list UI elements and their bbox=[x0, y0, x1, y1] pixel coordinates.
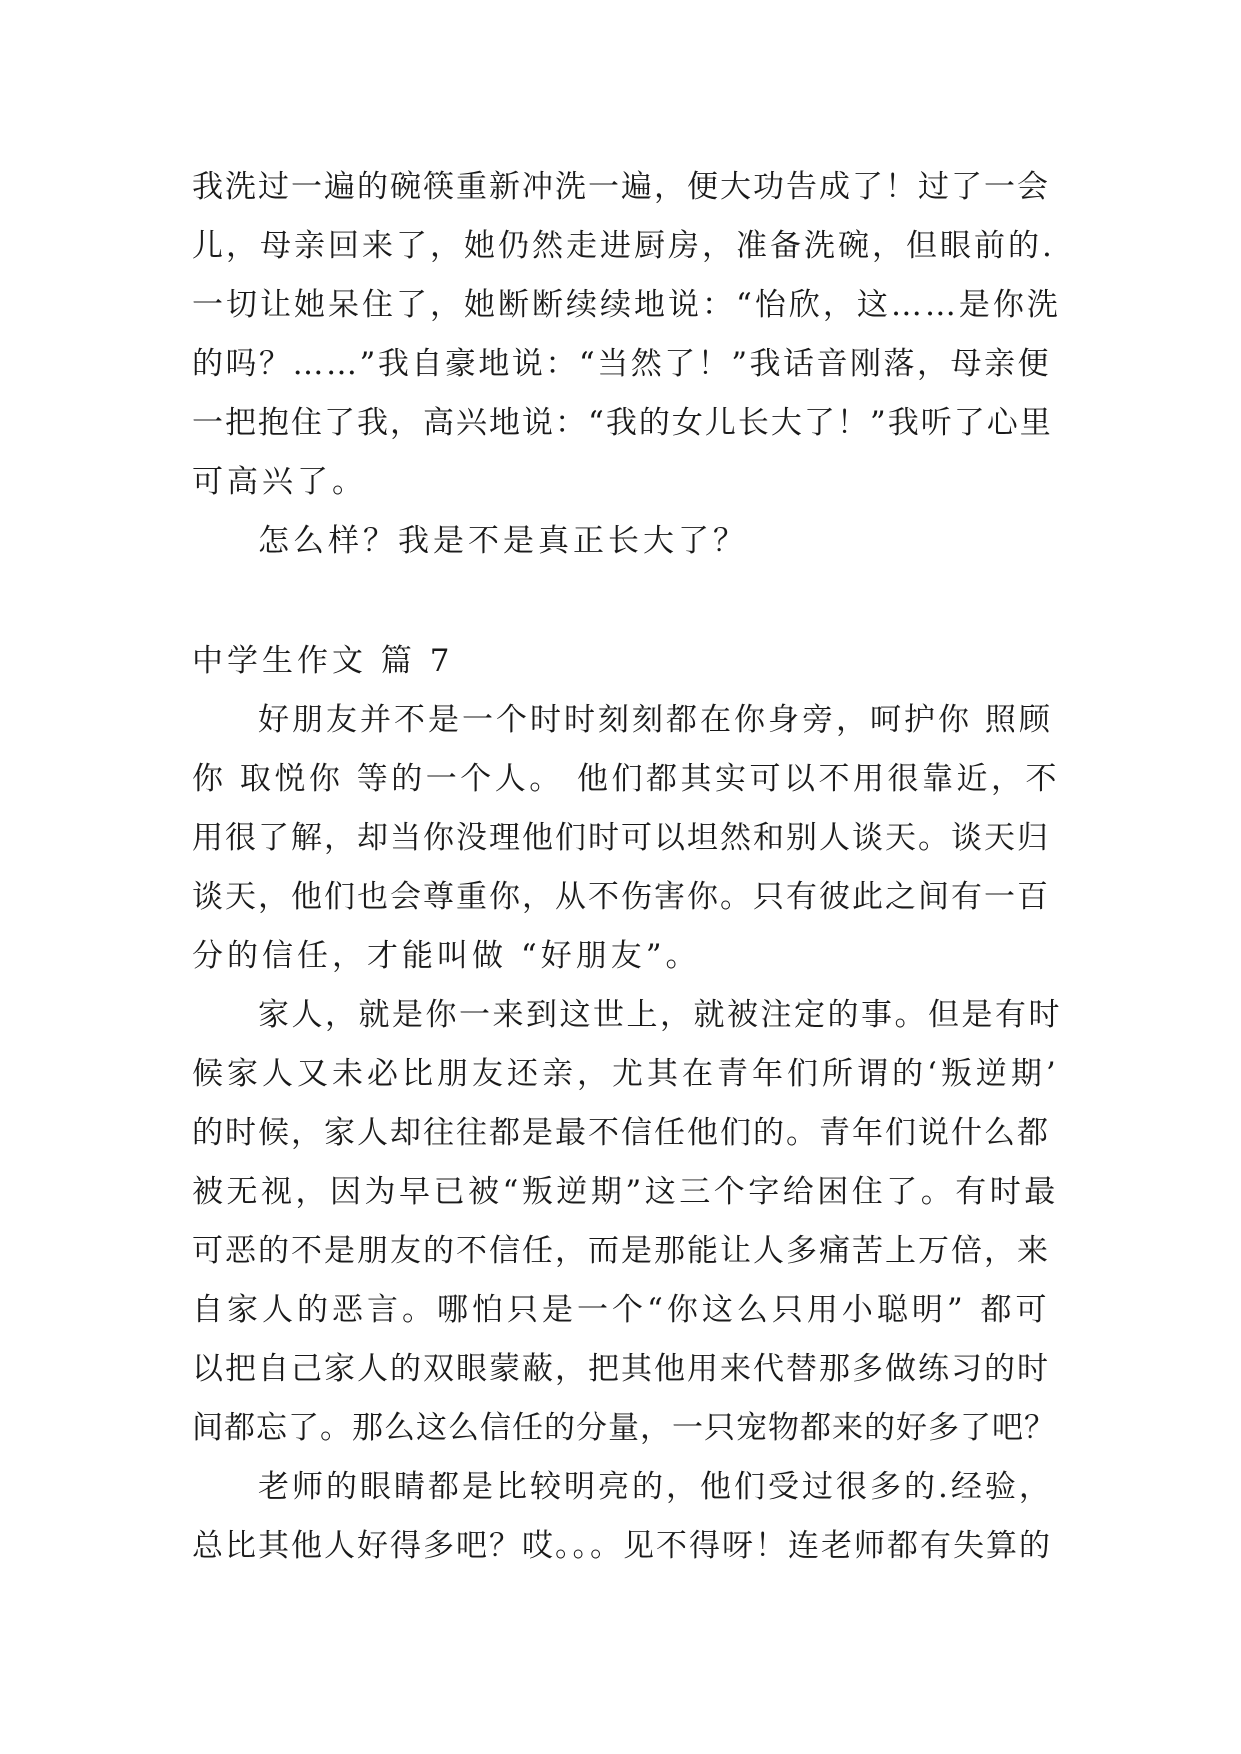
text-line: 用很了解，却当你没理他们时可以坦然和别人谈天。谈天归 bbox=[192, 820, 1050, 856]
text-line: 我洗过一遍的碗筷重新冲洗一遍，便大功告成了！过了一会 bbox=[192, 169, 1050, 205]
text-line: 儿，母亲回来了，她仍然走进厨房，准备洗碗，但眼前的. bbox=[192, 228, 1055, 264]
intro-paragraph bbox=[192, 158, 1062, 512]
text-line: 被无视，因为早已被“叛逆期”这三个字给困住了。有时最 bbox=[192, 1174, 1059, 1210]
text-line: 总比其他人好得多吧？哎。。。见不得呀！连老师都有失算的 bbox=[192, 1528, 1052, 1564]
text-line: 自家人的恶言。哪怕只是一个“你这么只用小聪明” 都可 bbox=[192, 1292, 1051, 1328]
text-line: 家人，就是你一来到这世上，就被注定的事。但是有时 bbox=[258, 997, 1062, 1033]
text-line: 一把抱住了我，高兴地说：“我的女儿长大了！”我听了心里 bbox=[192, 405, 1053, 441]
paragraph-family bbox=[192, 986, 1062, 1458]
paragraph-friends bbox=[192, 691, 1062, 986]
paragraph-teachers bbox=[192, 1458, 1062, 1576]
text-line: 你 取悦你 等的一个人。 他们都其实可以不用很靠近，不 bbox=[192, 761, 1061, 797]
text-line: 候家人又未必比朋友还亲，尤其在青年们所谓的‘叛逆期’ bbox=[192, 1056, 1060, 1092]
text-line: 分的信任，才能叫做 “好朋友”。 bbox=[192, 938, 701, 974]
text-line: 好朋友并不是一个时时刻刻都在你身旁，呵护你 照顾 bbox=[258, 702, 1053, 738]
section-title: 中学生作文 篇 7 bbox=[192, 643, 454, 679]
intro-closing-line: 怎么样？我是不是真正长大了？ bbox=[258, 523, 748, 559]
text-line: 谈天，他们也会尊重你，从不伤害你。只有彼此之间有一百 bbox=[192, 879, 1050, 915]
text-line: 的吗？……”我自豪地说：“当然了！”我话音刚落，母亲便 bbox=[192, 346, 1052, 382]
essay-body bbox=[192, 158, 1062, 1576]
text-line: 间都忘了。那么这么信任的分量，一只宠物都来的好多了吧？ bbox=[192, 1410, 1056, 1446]
text-line: 以把自己家人的双眼蒙蔽，把其他用来代替那多做练习的时 bbox=[192, 1351, 1050, 1387]
text-line: 可高兴了。 bbox=[192, 464, 367, 500]
text-line: 的时候，家人却往往都是最不信任他们的。青年们说什么都 bbox=[192, 1115, 1050, 1151]
text-line: 可恶的不是朋友的不信任，而是那能让人多痛苦上万倍，来 bbox=[192, 1233, 1050, 1269]
text-line: 老师的眼睛都是比较明亮的，他们受过很多的.经验， bbox=[258, 1469, 1053, 1505]
text-line: 一切让她呆住了，她断断续续地说：“怡欣，这……是你洗 bbox=[192, 287, 1061, 323]
